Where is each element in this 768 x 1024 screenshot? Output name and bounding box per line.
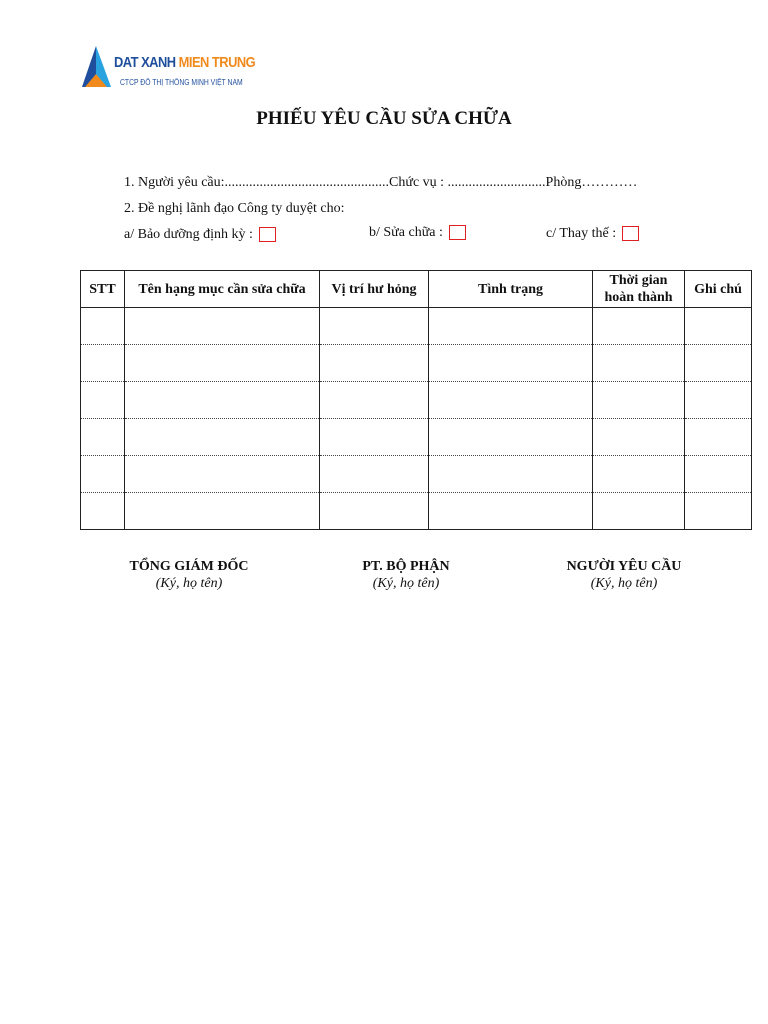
signature-role: TỔNG GIÁM ĐỐC <box>129 559 249 574</box>
table-cell[interactable] <box>685 308 752 345</box>
table-cell[interactable] <box>320 345 429 382</box>
option-repair <box>369 225 466 241</box>
signature-note: (Ký, họ tên) <box>590 576 658 591</box>
logo-name-part1: DAT XANH <box>114 54 176 71</box>
table-row <box>81 382 752 419</box>
signature-department <box>316 559 496 592</box>
table-row <box>81 493 752 530</box>
replace-checkbox[interactable] <box>622 226 639 241</box>
table-cell[interactable] <box>429 308 593 345</box>
signature-role: NGƯỜI YÊU CẦU <box>566 559 682 574</box>
header-completion-time: Thời gian hoàn thành <box>593 271 685 308</box>
table-cell[interactable] <box>429 419 593 456</box>
table-cell[interactable] <box>685 345 752 382</box>
table-cell[interactable] <box>125 308 320 345</box>
table-cell[interactable] <box>593 345 685 382</box>
table-cell[interactable] <box>320 493 429 530</box>
table-cell[interactable] <box>685 382 752 419</box>
table-cell[interactable] <box>125 456 320 493</box>
option-replace <box>546 226 639 242</box>
table-cell[interactable] <box>685 493 752 530</box>
logo-name-part2: MIEN TRUNG <box>178 54 256 71</box>
table-cell[interactable] <box>125 419 320 456</box>
repair-checkbox[interactable] <box>449 225 466 240</box>
form-title: PHIẾU YÊU CẦU SỬA CHỮA <box>256 108 512 129</box>
table-cell[interactable] <box>429 382 593 419</box>
table-cell[interactable] <box>593 308 685 345</box>
header-damage-location: Vị trí hư hỏng <box>320 271 429 308</box>
logo-name <box>114 54 255 71</box>
table-cell[interactable] <box>593 493 685 530</box>
option-replace-label: c/ Thay thế : <box>546 226 617 241</box>
option-repair-label: b/ Sửa chữa : <box>369 225 443 240</box>
table-cell[interactable] <box>429 456 593 493</box>
table-cell[interactable] <box>593 382 685 419</box>
signature-note: (Ký, họ tên) <box>372 576 440 591</box>
table-row <box>81 308 752 345</box>
option-maintenance-label: a/ Bảo dưỡng định kỳ : <box>124 227 253 242</box>
table-cell[interactable] <box>125 493 320 530</box>
header-item-name: Tên hạng mục cần sửa chữa <box>125 271 320 308</box>
table-header-row <box>81 271 752 308</box>
maintenance-checkbox[interactable] <box>259 227 276 242</box>
table-cell[interactable] <box>320 308 429 345</box>
table-row <box>81 419 752 456</box>
header-condition: Tình trạng <box>429 271 593 308</box>
table-cell[interactable] <box>320 382 429 419</box>
logo-subtitle: CTCP ĐÔ THỊ THÔNG MINH VIỆT NAM <box>120 78 243 87</box>
table-cell[interactable] <box>125 382 320 419</box>
table-cell[interactable] <box>429 493 593 530</box>
table-cell[interactable] <box>320 419 429 456</box>
header-stt: STT <box>81 271 125 308</box>
table-cell[interactable] <box>81 456 125 493</box>
table-cell[interactable] <box>593 456 685 493</box>
triangle-logo-icon <box>80 44 114 90</box>
table-cell[interactable] <box>81 345 125 382</box>
table-cell[interactable] <box>320 456 429 493</box>
table-cell[interactable] <box>81 382 125 419</box>
table-cell[interactable] <box>81 493 125 530</box>
approval-request-line: 2. Đề nghị lãnh đạo Công ty duyệt cho: <box>124 201 345 216</box>
table-row <box>81 345 752 382</box>
table-row <box>81 456 752 493</box>
requester-line: 1. Người yêu cầu:...............................................Chức vụ : ............................Phòng………… <box>124 175 638 190</box>
table-cell[interactable] <box>593 419 685 456</box>
signature-requester <box>534 559 714 592</box>
table-cell[interactable] <box>429 345 593 382</box>
table-cell[interactable] <box>685 456 752 493</box>
repair-items-table <box>80 270 752 530</box>
signature-ceo <box>99 559 279 592</box>
company-logo <box>80 44 280 92</box>
table-cell[interactable] <box>685 419 752 456</box>
table-cell[interactable] <box>81 419 125 456</box>
table-cell[interactable] <box>125 345 320 382</box>
header-notes: Ghi chú <box>685 271 752 308</box>
signature-role: PT. BỘ PHẬN <box>362 559 450 574</box>
table-cell[interactable] <box>81 308 125 345</box>
signature-note: (Ký, họ tên) <box>155 576 223 591</box>
option-maintenance <box>124 227 276 243</box>
